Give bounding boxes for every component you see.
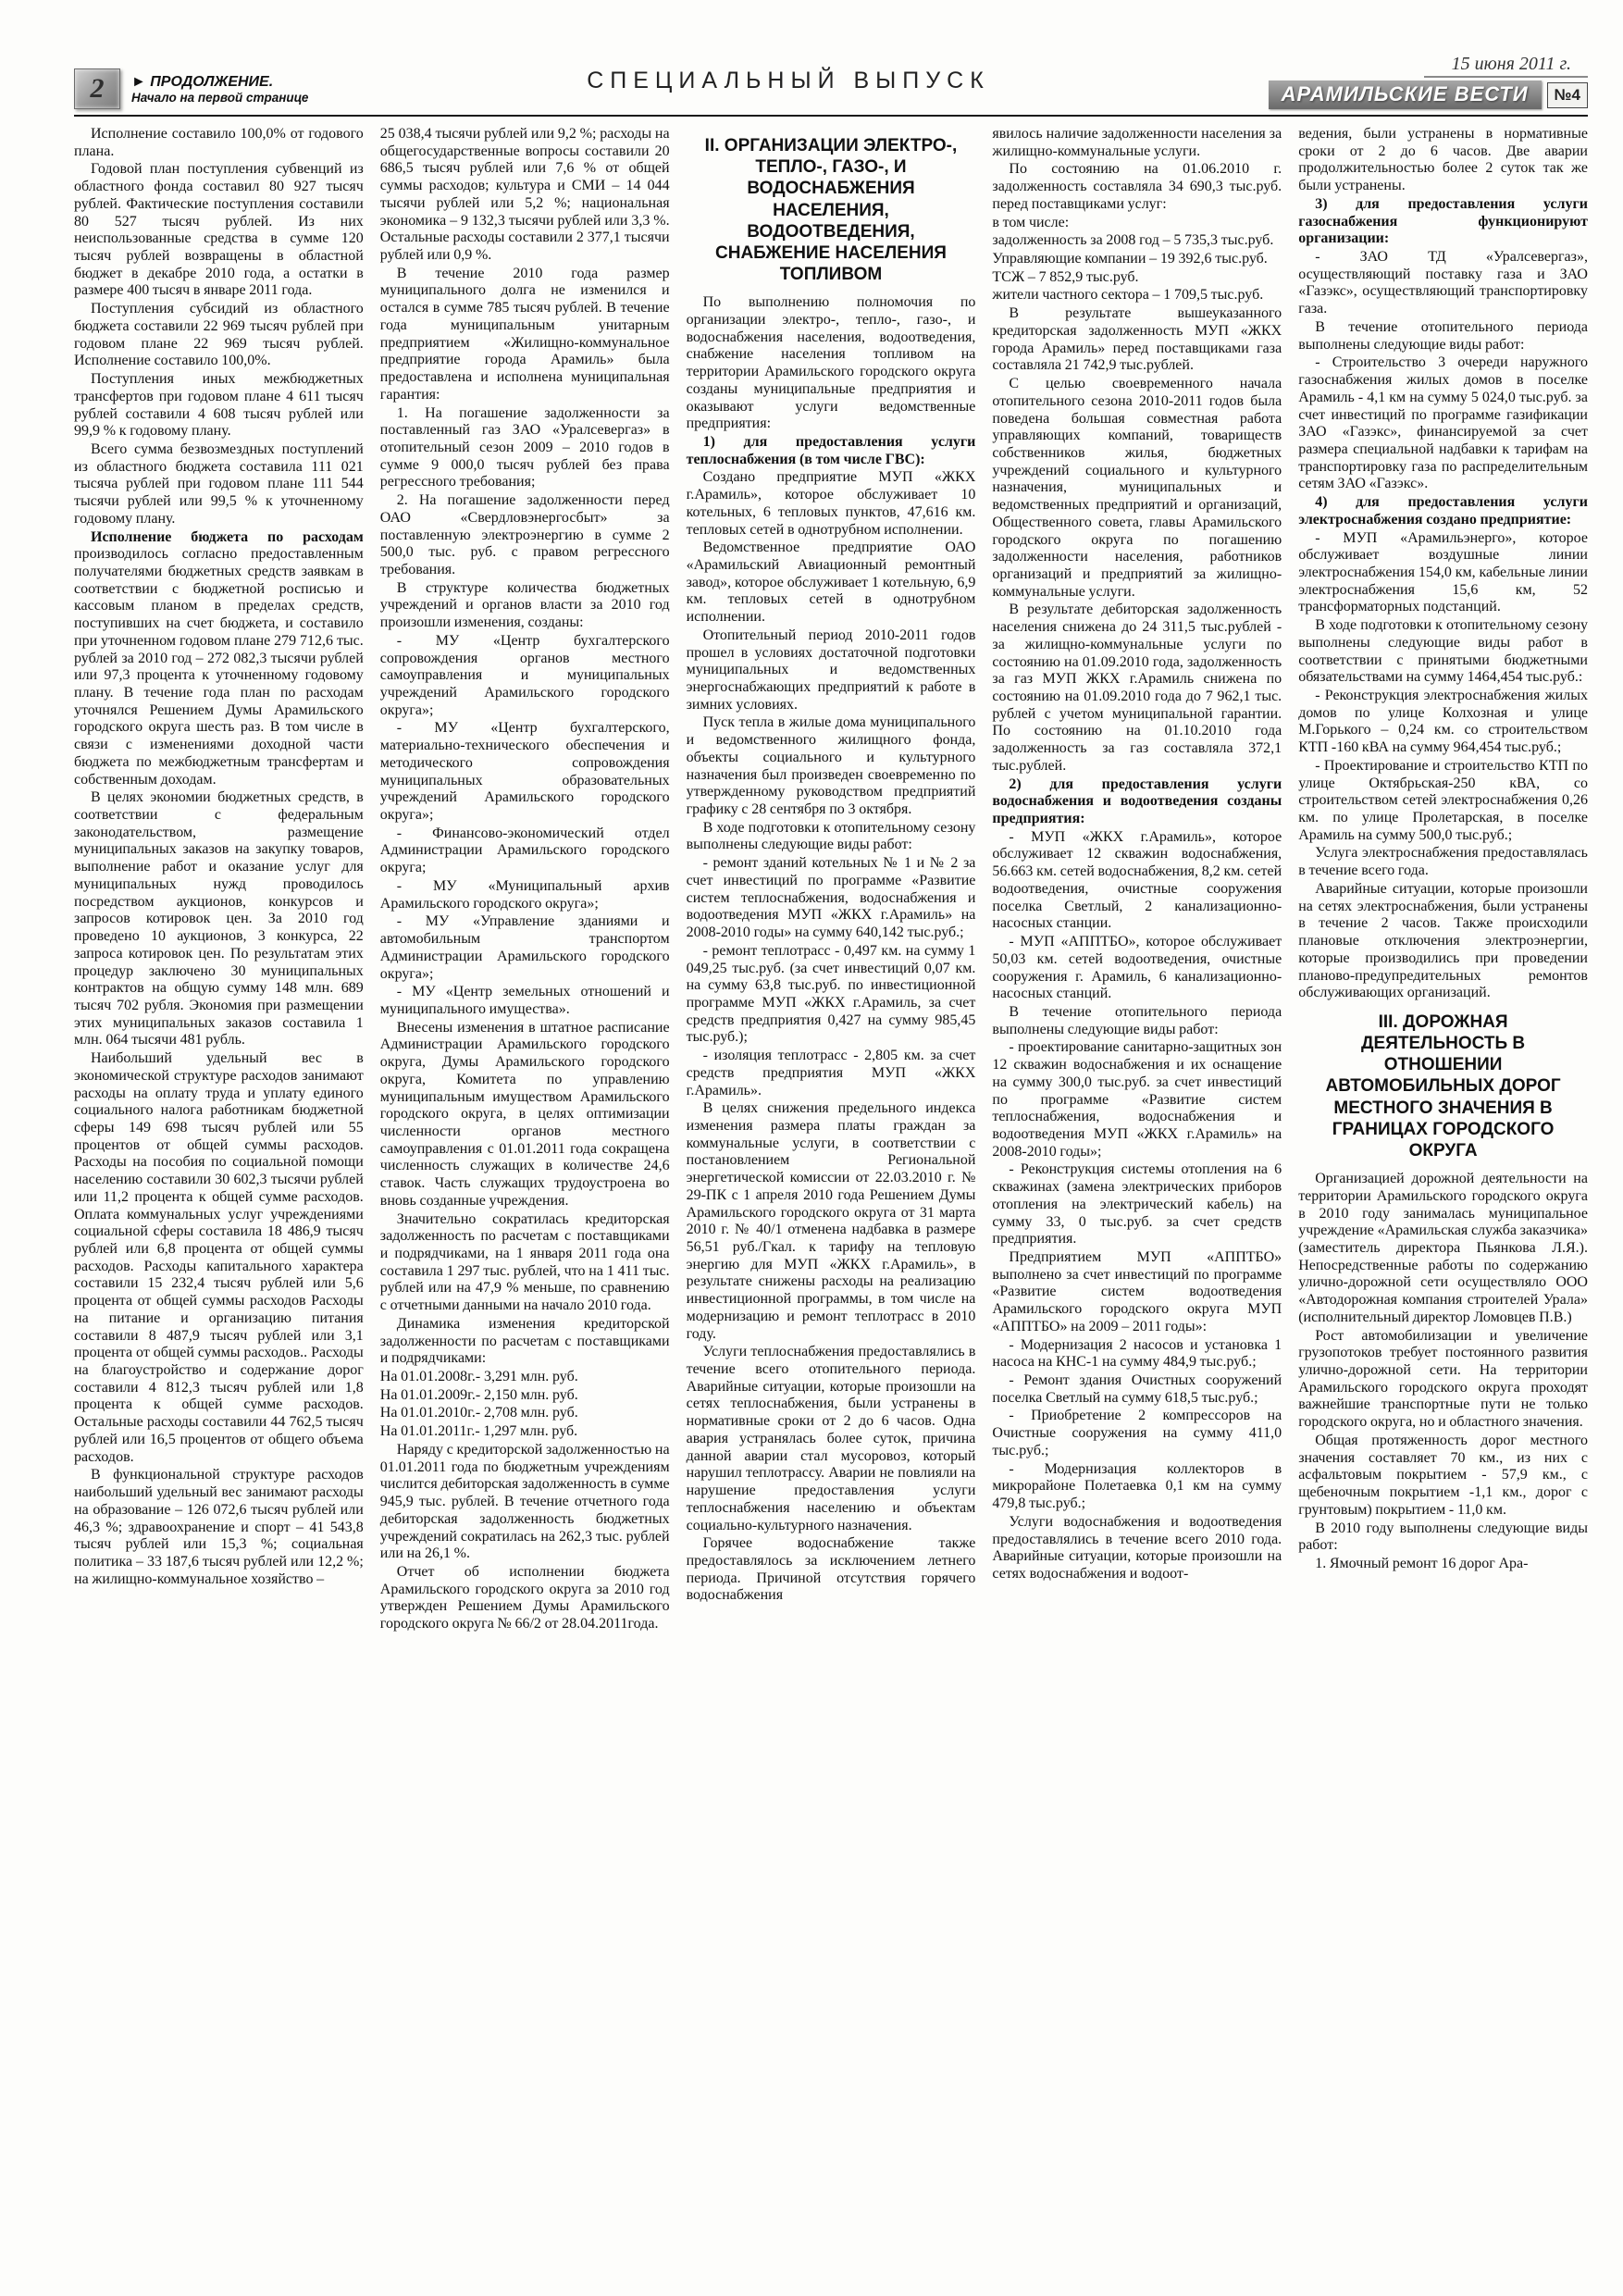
paragraph: - Финансово-экономический отдел Администрации Арамильского городского округа; [379,825,670,876]
paragraph: ТСЖ – 7 852,9 тыс.руб. [992,268,1139,285]
paragraph: Внесены изменения в штатное расписание Администрации Арамильского городского округа, Думы Арамильского городского округа, Комитета по управлению муниципальным имуществом Арамильского городского округа, в целях оптимизации численности органов местного самоуправления с 01.01.2011 года сокращена численность служащих в количестве 24,6 ставок. Часть служащих трудоустроена во вновь созданные учреждения. [379,1019,670,1209]
paragraph: - МУП «ЖКХ г.Арамиль», которое обслуживает 12 скважин водоснабжения, 56.663 км. сетей водоснабжения, 8,2 км. сетей водоотведения, очистные сооружения поселка Светлый, 2 канализационно-насосных станции. [992,828,1282,932]
continuation-subtitle: Начало на первой странице [131,90,309,105]
paragraph: В структуре количества бюджетных учреждений и органов власти за 2010 год произошли изменения, созданы: [379,579,670,631]
continuation-title: ► ПРОДОЛЖЕНИЕ. [131,73,274,90]
paragraph: 3) для предоставления услуги газоснабжения функционируют организации: [1298,195,1588,247]
paragraph: Наряду с кредиторской задолженностью на 01.01.2011 года по бюджетным учреждениям числится дебиторская задолженность в сумме 945,9 тыс. рублей. В течение отчетного года дебиторская задолженность бюджетных учреждений сократилась на 262,3 тыс. рублей или на 26,1 %. [379,1441,670,1562]
paragraph: 4) для предоставления услуги электроснабжения создано предприятие: [1298,494,1588,527]
paragraph: В ходе подготовки к отопительному сезону выполнены следующие виды работ в соответствии с принятыми бюджетными обязательствами на сумму 1464,454 тыс.руб.: [1298,617,1588,686]
paragraph: ведения, были устранены в нормативные сроки от 2 до 6 часов. Две аварии продолжительностью более 2 суток так же были устранены. [1298,126,1588,194]
paragraph: - МУП «Арамильэнерго», которое обслуживает воздушные линии электроснабжения 154,0 км, кабельные линии электроснабжения 15,6 км, 52 трансформаторных подстанций. [1298,529,1588,615]
paragraph: 1. Ямочный ремонт 16 дорог Ара- [1315,1555,1529,1571]
paragraph: В результате вышеуказанного кредиторская задолженность МУП «ЖКХ города Арамиль» перед поставщиками газа составляла 21 742,9 тыс.рублей. [992,305,1282,374]
paragraph: - Ремонт здания Очистных сооружений поселка Светлый на сумму 618,5 тыс.руб.; [992,1372,1282,1406]
paragraph: Значительно сократилась кредиторская задолженность по расчетам с поставщиками и подрядчиками, на 1 января 2011 года она составила 1 297 тыс. рублей, что на 1 411 тыс. рублей или на 47,9 % меньше, по сравнению с отчетными данными на начало 2010 года. [379,1210,670,1314]
paragraph: Всего сумма безвозмездных поступлений из областного бюджета составила 111 021 тысяча рублей при годовом плане 111 544 тысячи рублей или 99,5 % к уточненному годовому плану. [74,441,364,527]
paragraph: Услуги теплоснабжения предоставлялись в течение всего отопительного периода. Аварийные ситуации, которые произошли на сетях теплоснабжения, были устранены в нормативные сроки от 2 до 6 часов. Одна авария устранялась более суток, причина данной аварии стал мусоровоз, который нарушил теплотрассу. Аварии не повлияли на нарушение предоставления услуги теплоснабжения населению и объектам социально-культурного назначения. [686,1344,976,1533]
paragraph: явилось наличие задолженности населения за жилищно-коммунальные услуги. [992,126,1282,159]
paragraph: Организацией дорожной деятельности на территории Арамильского городского округа в 2010 году занималась муниципальное учреждение «Арамильская служба заказчика» (заместитель директора Пьянкова Л.Я.). Непосредственные работы по содержанию улично-дорожной сети осуществляло ООО «Автодорожная компания строителей Урала» (исполнительный директор Ломовцев П.В.) [1298,1171,1588,1325]
paragraph: Исполнение составило 100,0% от годового плана. [74,126,364,159]
paragraph: Поступления субсидий из областного бюджета составили 22 969 тысяч рублей при годовом плане 22 969 тысяч рублей. Исполнение составило 100,0%. [74,301,364,369]
column-3 [687,126,976,1634]
paragraph: - Приобретение 2 компрессоров на Очистные сооружения на сумму 411,0 тыс.руб.; [992,1408,1282,1458]
section-heading: III. ДОРОЖНАЯ ДЕЯТЕЛЬНОСТЬ В ОТНОШЕНИИ АВТОМОБИЛЬНЫХ ДОРОГ МЕСТНОГО ЗНАЧЕНИЯ В ГРАНИЦАХ ГОРОДСКОГО ОКРУГА [1325,1011,1561,1160]
paragraph: По состоянию на 01.06.2010 г. задолженность составляла 34 690,3 тыс.руб. перед поставщиками услуг: [992,161,1282,212]
column-5 [1298,126,1588,1634]
column-1 [74,126,364,1634]
paragraph: На 01.01.2009г.- 2,150 млн. руб. [379,1386,578,1403]
paragraph: - МУ «Центр бухгалтерского, материально-технического обеспечения и методического сопровождения муниципальных образовательных учреждений Арамильского городского округа»; [379,720,670,824]
paragraph: - ЗАО ТД «Уралсевергаз», осуществляющий поставку газа и ЗАО «Газэкс», осуществляющий транспортировку газа. [1298,249,1588,317]
paragraph: 2) для предоставления услуги водоснабжения и водоотведения созданы предприятия: [992,776,1282,827]
paragraph: Динамика изменения кредиторской задолженности по расчетам с поставщиками и подрядчиками: [379,1315,670,1367]
paragraph: Услуга электроснабжения предоставлялась в течение всего года. [1298,845,1588,879]
paragraph: Предприятием МУП «АППТБО» выполнено за счет инвестиций по программе «Развитие систем водоотведения Арамильского городского округа МУП «АППТБО» на 2009 – 2011 годы»: [992,1249,1282,1334]
paragraph: - МУ «Муниципальный архив Арамильского городского округа»; [379,877,670,912]
paragraph: Ведомственное предприятие ОАО «Арамильский Авиационный ремонтный завод», которое обслуживает 1 котельную, 6,9 км. тепловых сетей в однотрубном исполнении. [686,540,976,626]
paragraph: В целях снижения предельного индекса изменения размера платы граждан за коммунальные услуги, в соответствии с постановлением Региональной энергетической комиссии от 22.03.2010 г. № 29-ПК с 1 апреля 2010 года Решением Думы Арамильского городского округа от 31 марта 2010 г. № 40/1 отменена надбавка в размере 56,51 руб./Гкал. к тарифу на тепловую энергию для МУП «ЖКХ г.Арамиль», в результате снижены расходы на реализацию инвестиционной программы, в том числе на модернизацию и ремонт теплотрасс в 2010 году. [686,1100,976,1342]
paragraph: - Реконструкция системы отопления на 6 скважинах (замена электрических приборов отопления на электрический кабель) на сумму 33, 0 тыс.руб. за счет средств предприятия. [992,1161,1282,1247]
paragraph: Исполнение бюджета по расходам производилось согласно предоставленным получателями бюджетных средств заявкам в соответствии с бюджетной росписью и кассовым планом в пределах средств, поступивших на счет бюджета, и составило при уточненном годовом плане 279 712,6 тыс. рублей за 2010 год – 272 082,3 тысячи рублей или 97,3 процента к уточненному годовому плану. В течение года план по расходам уточнялся Решением Думы Арамильского городского округа шесть раз. В том числе в связи с изменениями доходной части бюджета по межбюджетным трансфертам и собственным доходам. [74,528,364,788]
paragraph: На 01.01.2011г.- 1,297 млн. руб. [379,1423,578,1440]
paragraph: - ремонт зданий котельных № 1 и № 2 за счет инвестиций по программе «Развитие систем теплоснабжения, водоснабжения и водоотведения МУП «ЖКХ г.Арамиль» на 2008-2010 годы» на сумму 640,142 тыс.руб.; [686,855,976,941]
paragraph: На 01.01.2010г.- 2,708 млн. руб. [379,1405,578,1421]
paragraph: - проектирование санитарно-защитных зон 12 скважин водоснабжения и их оснащение на сумму 300,0 тыс.руб. за счет инвестиций по программе «Развитие систем теплоснабжения, водоснабжения и водоотведения МУП «ЖКХ г.Арамиль» на 2008-2010 годы»; [992,1039,1282,1160]
paragraph: В ходе подготовки к отопительному сезону выполнены следующие виды работ: [686,819,976,853]
paragraph: Отчет об исполнении бюджета Арамильского городского округа за 2010 год утвержден Решением Думы Арамильского городского округа № 66/2 от 28.04.2011года. [379,1563,670,1632]
paragraph: - Строительство 3 очереди наружного газоснабжения жилых домов в поселке Арамиль - 4,1 км на сумму 5 024,0 тыс.руб. за счет инвестиций по программе газификации ЗАО «Газэкс», финансируемой за счет размера специальной надбавки к тарифам на транспортировку газа по распределительным сетям ЗАО «Газэкс». [1298,354,1588,492]
masthead-row [1269,81,1588,109]
paragraph: 25 038,4 тысячи рублей или 9,2 %; расходы на общегосударственные вопросы составили 20 686,5 тысяч рублей или 7,6 % от общей суммы расходов; культура и СМИ – 14 044 тысячи рублей или 5,2 %; национальная экономика – 9 132,3 тысячи рублей или 3,3 %. Остальные расходы составили 2 377,1 тысячи рублей или 0,9 %. [379,126,670,264]
paragraph: жители частного сектора – 1 709,5 тыс.руб. [992,287,1264,304]
paragraph: - Модернизация коллекторов в микрорайоне Полетаевка 0,1 км на сумму 479,8 тыс.руб.; [992,1460,1282,1512]
paragraph: В функциональной структуре расходов наибольший удельный вес занимают расходы на образование – 126 072,6 тысяч рублей или 46,3 %; здравоохранение и спорт – 41 543,8 тысяч рублей или 15,3 %; социальная политика – 33 187,6 тысяч рублей или 12,2 %; на жилищно-коммунальное хозяйство – [74,1467,364,1587]
issue-number: №4 [1547,82,1588,108]
header-left [74,68,308,109]
page-header [74,54,1588,117]
paragraph: На 01.01.2008г.- 3,291 млн. руб. [379,1369,578,1385]
paragraph: Создано предприятие МУП «ЖКХ г.Арамиль», которое обслуживает 10 котельных, 6 тепловых пунктов, 47,616 км. тепловых сетей в однотрубном исполнении. [686,469,976,538]
paragraph: В целях экономии бюджетных средств, в соответствии с федеральным законодательством, размещение муниципальных заказов на закупку товаров, выполнение работ и оказание услуг для муниципальных нужд проводилось посредством аукционов, конкурсов и запросов котировок цен. За 2010 год проведено 10 аукционов, 3 конкурса, 22 запроса котировок цен. По результатам этих процедур заключено 30 муниципальных контрактов на общую сумму 148 млн. 689 тысяч 702 рубля. Экономия при размещении этих муниципальных заказов составила 1 млн. 064 тысячи 481 рубль. [74,789,364,1049]
paragraph: По выполнению полномочия по организации электро-, тепло-, газо-, и водоснабжения населения, водоотведения, снабжение населения топливом на территории Арамильского городского округа созданы муниципальные предприятия и оказывают услуги ведомственные предприятия: [686,294,976,432]
paragraph: - Модернизация 2 насосов и установка 1 насоса на КНС-1 на сумму 484,9 тыс.руб.; [992,1336,1282,1371]
special-issue-title: СПЕЦИАЛЬНЫЙ ВЫПУСК [587,67,990,93]
paragraph: - МУ «Центр бухгалтерского сопровождения органов местного самоуправления и муниципальных учреждений Арамильского городского округа»; [379,632,670,718]
paragraph: Отопительный период 2010-2011 годов прошел в условиях достаточной подготовки муниципальных и ведомственных энергоснабжающих предприятий к работе в зимних условиях. [686,627,976,713]
paragraph: Общая протяженность дорог местного значения составляет 70 км., из них с асфальтовым покрытием - 57,9 км., с щебеночным покрытием -1,1 км., дорог с грунтовым) покрытием - 11,0 км. [1298,1432,1588,1518]
section-heading: II. ОРГАНИЗАЦИИ ЭЛЕКТРО-, ТЕПЛО-, ГАЗО-, И ВОДОСНАБЖЕНИЯ НАСЕЛЕНИЯ, ВОДООТВЕДЕНИЯ, СНАБЖЕНИЕ НАСЕЛЕНИЯ ТОПЛИВОМ [704,136,958,285]
paragraph: - Проектирование и строительство КТП по улице Октябрьская-250 кВА, со строительством сетей электроснабжения 0,26 км. по улице Пролетарская, в поселке Арамиль на сумму 500,0 тыс.руб.; [1298,757,1588,843]
header-right [1269,54,1588,109]
paragraph: В 2010 году выполнены следующие виды работ: [1298,1520,1588,1554]
paragraph: Годовой план поступления субвенций из областного фонда составил 80 927 тысяч рублей. Фактические поступления составили 80 527 тысяч рублей. Из них неиспользованные средства в сумме 120 тысяч рублей возвращены в областной бюджет в декабре 2010 года, а остатки в размере 400 тысяч в январе 2011 года. [74,161,364,299]
paragraph: 2. На погашение задолженности перед ОАО «Свердловэнергосбыт» за поставленную электроэнергию в сумме 2 500,0 тыс. руб. с правом регрессного требования. [379,492,670,577]
paragraph: В течение 2010 года размер муниципального долга не изменился и остался в сумме 785 тысяч рублей. В течение года муниципальным унитарным предприятием «Жилищно-коммунальное предприятие города Арамиль» была предоставлена и исполнена муниципальная гарантия: [379,265,670,403]
paragraph: Аварийные ситуации, которые произошли на сетях электроснабжения, были устранены в течение 2 часов. Также происходили плановые отключения электроэнергии, которые производились при проведении планово-предупредительных ремонтов обслуживающих организаций. [1298,880,1588,1001]
paragraph: В течение отопительного периода выполнены следующие виды работ: [992,1003,1282,1037]
column-2 [380,126,670,1634]
page-number-badge: 2 [74,68,120,109]
paragraph: Рост автомобилизации и увеличение грузопотоков требует постоянного развития улично-дорожной сети. На территории Арамильского городского округа проходят важнейшие транспортные пути не только городского округа, но и областного значения. [1298,1327,1588,1431]
paragraph: - МУ «Управление зданиями и автомобильным транспортом Администрации Арамильского городского округа»; [379,913,670,982]
issue-date: 15 июня 2011 г. [1424,54,1588,78]
column-4 [992,126,1282,1634]
paragraph: Поступления иных межбюджетных трансфертов при годовом плане 4 611 тысяч рублей составили 4 608 тысяч рублей или 99,9 % к годовому плану. [74,371,364,440]
paragraph: в том числе: [992,214,1070,230]
paragraph: Управляющие компании – 19 392,6 тыс.руб. [992,251,1268,267]
paragraph: - изоляция теплотрасс - 2,805 км. за счет средств предприятия МУП «ЖКХ г.Арамиль». [686,1048,976,1098]
paragraph: 1. На погашение задолженности за поставленный газ ЗАО «Уралсевергаз» в отопительный сезон 2009 – 2010 годов в сумме 9 000,0 тысяч рублей без права регрессного требования; [379,404,670,490]
paragraph: - МУП «АППТБО», которое обслуживает 50,03 км. сетей водоотведения, очистные сооружения г. Арамиль, 6 канализационно-насосных станций. [992,934,1282,1002]
paragraph: С целью своевременного начала отопительного сезона 2010-2011 годов была поведена большая совместная работа управляющих компаний, товариществ собственников жилья, бюджетных учреждений социального и культурного назначения, муниципальных и ведомственных предприятий и организаций, Общественного совета, главы Арамильского городского округа по погашению задолженности населения, работников организаций и предприятий за жилищно-коммунальные услуги. [992,376,1282,600]
paragraph: Услуги водоснабжения и водоотведения предоставлялись в течение всего 2010 года. Аварийные ситуации, которые произошли на сетях водоснабжения и водоот- [992,1513,1282,1582]
paragraph: В результате дебиторская задолженность населения снижена до 24 311,5 тыс.рублей - за жилищно-коммунальные услуги по состоянию на 01.09.2010 года, задолженность за газ МУП ЖКХ г.Арамиль снижена по состоянию на 01.09.2010 года до 7 962,1 тыс. рублей с учетом муниципальной гарантии. По состоянию на 01.10.2010 года задолженность за газ составляла 372,1 тыс.рублей. [992,602,1282,774]
paragraph: Наибольший удельный вес в экономической структуре расходов занимают расходы на оплату труда и уплату единого социального налога работникам бюджетной сферы 149 698 тысяч рублей или 55 процентов от общей суммы расходов. Расходы на пособия по социальной помощи населению составили 30 602,3 тысячи рублей или 11,2 процента к общей сумме расходов. Оплата коммунальных услуг учреждениями социальной сферы составила 18 486,9 тысяч рублей или 6,8 процента от общей суммы расходов. Расходы капитального характера составили 15 232,4 тысяч рублей или 5,6 процента от общей суммы расходов Расходы на питание и организацию питания составили 8 487,9 тысяч рублей или 3,1 процента от общей суммы расходов.. Расходы на благоустройство и содержание дорог составили 4 812,3 тысяч рублей или 1,8 процента к общей сумме расходов. Остальные расходы составили 44 762,5 тысяч рублей или 16,5 процентов от общего объема расходов. [74,1050,364,1465]
paragraph: Горячее водоснабжение также предоставлялось за исключением летнего периода. Причиной отсутствия горячего водоснабжения [686,1535,976,1604]
continuation-note [131,74,308,105]
paragraph: - МУ «Центр земельных отношений и муниципального имущества». [379,984,670,1017]
paragraph: Пуск тепла в жилые дома муниципального и ведомственного жилищного фонда, объекты социального и культурного назначения был произведен своевременно по утвержденному руководством предприятий графику с 28 сентября по 3 октября. [686,714,976,818]
masthead: АРАМИЛЬСКИЕ ВЕСТИ [1269,81,1542,109]
article-columns [74,117,1588,1634]
paragraph: 1) для предоставления услуги теплоснабжения (в том числе ГВС): [686,433,976,467]
paragraph: - ремонт теплотрасс - 0,497 км. на сумму 1 049,25 тыс.руб. (за счет инвестиций 0,07 км. на сумму 63,8 тыс.руб. по инвестиционной программе МУП «ЖКХ г.Арамиль, за счет средств предприятия 0,427 на сумму 985,45 тыс.руб.); [686,942,976,1046]
paragraph: В течение отопительного периода выполнены следующие виды работ: [1298,318,1588,353]
paragraph: - Реконструкция электроснабжения жилых домов по улице Колхозная и улице М.Горького – 0,24 км. со строительством КТП -160 кВА на сумму 964,454 тыс.руб.; [1298,688,1588,756]
paragraph: задолженность за 2008 год – 5 735,3 тыс.руб. [992,232,1274,249]
